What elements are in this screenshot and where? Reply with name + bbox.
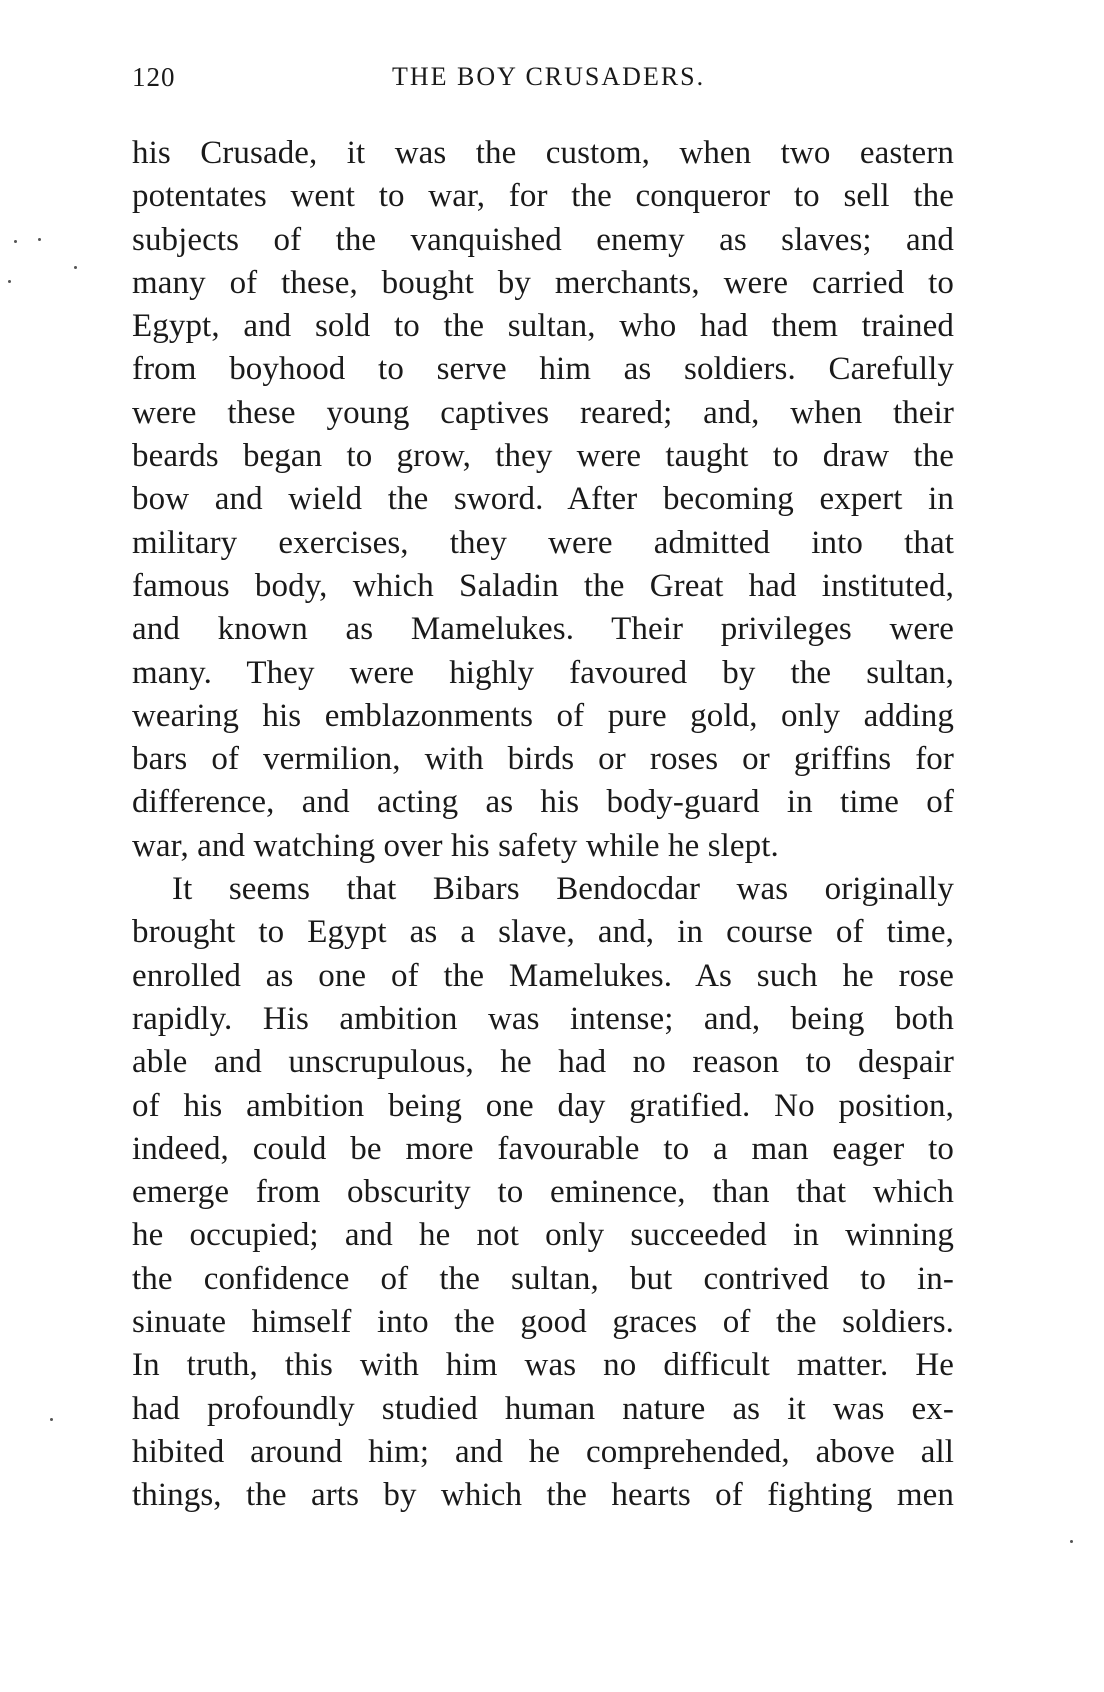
paragraph-1	[132, 132, 954, 868]
text-line: were these young captives reared; and, when their	[132, 394, 954, 431]
body-text	[132, 132, 954, 1518]
scan-speck	[38, 238, 41, 241]
text-line: many of these, bought by merchants, were carried to	[132, 264, 954, 301]
text-line: sinuate himself into the good graces of the soldiers.	[132, 1304, 954, 1341]
text-line: war, and watching over his safety while he slept.	[132, 827, 779, 864]
text-line: able and unscrupulous, he had no reason to despair	[132, 1044, 954, 1081]
text-line: rapidly. His ambition was intense; and, being both	[132, 1000, 954, 1037]
text-line: indeed, could be more favourable to a man eager to	[132, 1130, 954, 1167]
text-line: he occupied; and he not only succeeded in winning	[132, 1217, 954, 1254]
text-line: of his ambition being one day gratified. No position,	[132, 1087, 954, 1124]
text-line: had profoundly studied human nature as it was ex-	[132, 1390, 954, 1427]
text-line: bow and wield the sword. After becoming expert in	[132, 481, 954, 518]
text-line: difference, and acting as his body-guard in time of	[132, 784, 954, 821]
text-line: the confidence of the sultan, but contrived to in-	[132, 1260, 954, 1297]
scan-speck	[1070, 1540, 1073, 1543]
text-line: Egypt, and sold to the sultan, who had them trained	[132, 308, 954, 345]
text-line: beards began to grow, they were taught to draw the	[132, 438, 954, 475]
text-line: potentates went to war, for the conqueror to sell the	[132, 178, 954, 215]
text-line: famous body, which Saladin the Great had instituted,	[132, 567, 954, 604]
paragraph-2	[132, 868, 954, 1517]
text-line: hibited around him; and he comprehended, above all	[132, 1433, 954, 1470]
scan-speck	[50, 1418, 53, 1421]
text-line: brought to Egypt as a slave, and, in course of time,	[132, 914, 954, 951]
text-line: enrolled as one of the Mamelukes. As such he rose	[132, 957, 954, 994]
scan-speck	[14, 240, 17, 243]
text-line: and known as Mamelukes. Their privileges were	[132, 611, 954, 648]
running-title: THE BOY CRUSADERS.	[392, 62, 706, 91]
page-number: 120	[132, 62, 176, 92]
scan-speck	[74, 266, 77, 269]
text-line: subjects of the vanquished enemy as slaves; and	[132, 221, 954, 258]
text-line: wearing his emblazonments of pure gold, only adding	[132, 697, 954, 734]
text-line: his Crusade, it was the custom, when two eastern	[132, 135, 954, 171]
text-line: things, the arts by which the hearts of fighting men	[132, 1477, 954, 1514]
text-line: from boyhood to serve him as soldiers. Carefully	[132, 351, 954, 388]
text-line: emerge from obscurity to eminence, than that which	[132, 1174, 954, 1211]
text-line: In truth, this with him was no difficult matter. He	[132, 1347, 954, 1384]
text-line: military exercises, they were admitted into that	[132, 524, 954, 561]
text-line: bars of vermilion, with birds or roses or griffins for	[132, 741, 954, 778]
running-head	[132, 62, 952, 102]
scan-speck	[8, 280, 11, 283]
text-line: It seems that Bibars Bendocdar was originally	[172, 871, 954, 908]
text-line: many. They were highly favoured by the sultan,	[132, 654, 954, 691]
